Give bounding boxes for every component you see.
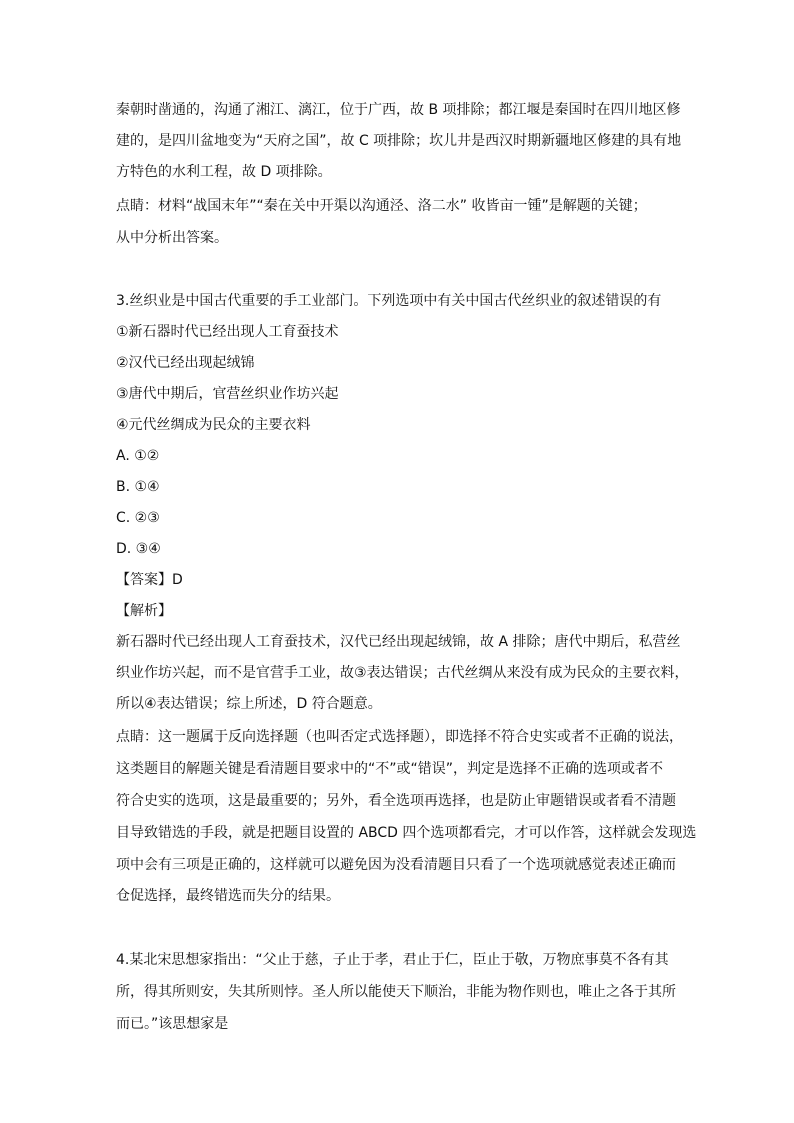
statement-2: ②汉代已经出现起绒锦 — [116, 355, 255, 371]
analysis-text: 所以④表达错误；综上所述，D 符合题意。 — [116, 696, 382, 712]
analysis-text: 新石器时代已经出现人工育蚕技术，汉代已经出现起绒锦，故 A 排除；唐代中期后，私营丝 — [116, 634, 681, 650]
tip-text: 仓促选择，最终错选而失分的结果。 — [116, 888, 340, 904]
question-4-stem: 而已。”该思想家是 — [116, 1016, 229, 1032]
option-b: B. ①④ — [116, 479, 160, 495]
tip-text: 点睛：这一题属于反向选择题（也叫否定式选择题），即选择不符合史实或者不正确的说法， — [116, 729, 683, 745]
question-3-stem: 3.丝织业是中国古代重要的手工业部门。下列选项中有关中国古代丝织业的叙述错误的有 — [116, 293, 662, 309]
answer-label: 【答案】D — [116, 572, 183, 588]
tip-text: 目导致错选的手段，就是把题目设置的 ABCD 四个选项都看完，才可以作答，这样就会发现选 — [116, 825, 697, 841]
question-4-stem: 所，得其所则安，失其所则悖。圣人所以能使天下顺治，非能为物作则也，唯止之各于其所 — [116, 984, 676, 1000]
text-line: 方特色的水利工程，故 D 项排除。 — [116, 164, 332, 180]
text-line: 点睛：材料“战国末年”“秦在关中开渠以沟通泾、洛二水” 收皆亩一锺”是解题的关键； — [116, 198, 647, 214]
analysis-text: 织业作坊兴起，而不是官营手工业，故③表达错误；古代丝绸从来没有成为民众的主要衣料， — [116, 665, 689, 681]
text-line: 从中分析出答案。 — [116, 230, 228, 246]
tip-text: 这类题目的解题关键是看清题目要求中的“不”或“错误”，判定是选择不正确的选项或者不 — [116, 761, 664, 777]
analysis-label: 【解析】 — [116, 603, 172, 619]
question-4-stem: 4.某北宋思想家指出：“父止于慈，子止于孝，君止于仁，臣止于敬，万物庶事莫不各有其 — [116, 952, 669, 968]
tip-text: 项中会有三项是正确的，这样就可以避免因为没看清题目只看了一个选项就感觉表述正确而 — [116, 857, 676, 873]
statement-3: ③唐代中期后，官营丝织业作坊兴起 — [116, 386, 339, 402]
option-d: D. ③④ — [116, 541, 161, 557]
text-line: 建的，是四川盆地变为“天府之国”，故 C 项排除；坎儿井是西汉时期新疆地区修建的具有地 — [116, 133, 682, 149]
option-a: A. ①② — [116, 448, 160, 464]
statement-1: ①新石器时代已经出现人工育蚕技术 — [116, 324, 339, 340]
tip-text: 符合史实的选项，这是最重要的；另外，看全选项再选择，也是防止审题错误或者看不清题 — [116, 793, 676, 809]
option-c: C. ②③ — [116, 510, 160, 526]
statement-4: ④元代丝绸成为民众的主要衣料 — [116, 417, 311, 433]
text-line: 秦朝时凿通的，沟通了湘江、漓江，位于广西，故 B 项排除；都江堰是秦国时在四川地区修 — [116, 102, 681, 118]
